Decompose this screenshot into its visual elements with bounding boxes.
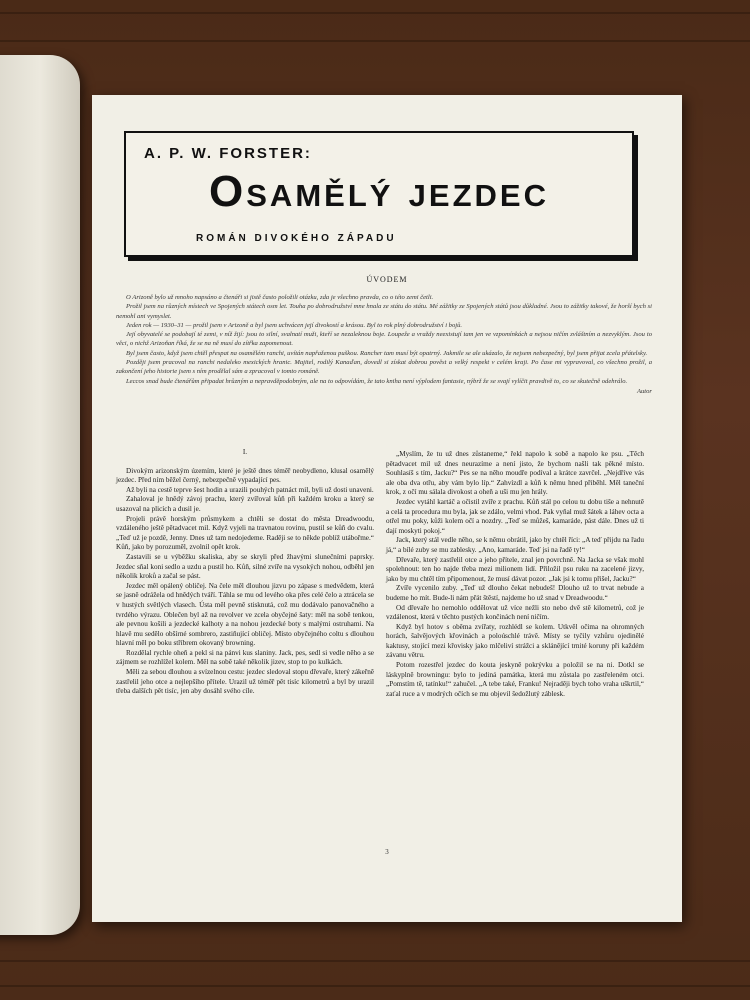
title-box — [124, 131, 634, 257]
body-paragraph: Když byl hotov s oběma zvířaty, rozhlédl se kolem. Utkvěl očima na ohromných horách, šalvějových křovinách a poloúschlé trávě. Místy se tyčily vzhůru ojedinělé kaktusy, stojící mezi křovisky jako mlčeliví strážci a sklánějící trnité koruny při každém závanu větru. — [386, 622, 644, 660]
body-paragraph: „Myslím, že tu už dnes zůstaneme,“ řekl napolo k sobě a napolo ke psu. „Těch pětadvacet mil už dnes neurazíme a není jisto, že bychom našli tak pěkné místo. Souhlasíš s tím, Jacku?“ Pes se na něho moudře podíval a krátce zavrčel. „Nejdříve vás ale oba dva otřu, aby vám bylo líp.“ Zahvízdl a kůň k němu hned přiběhl. Měl taneční krok, z očí mu sálala divokost a oheň a uši mu jen hrály. — [386, 450, 644, 497]
intro-paragraph: Její obyvatelé se podobají té zemi, v níž žijí: jsou to silní, svalnatí muži, kteří se nezaleknou boje. Loupeže a vraždy neexistují tam jen ve vzpomínkách a nejsou ničím zvláštním a nezvyklým. Jsou to věci, o nichž Arizoňan říká, že se na ně musí do zítřka zapomenout. — [116, 331, 652, 348]
body-paragraph: Od dřevaře ho nemohlo oddělovat už více nežli sto nebo dvě stě kilometrů, což je vzdálenost, která v těchto pustých končinách není ničím. — [386, 603, 644, 622]
author-name: A. P. W. FORSTER: — [144, 145, 312, 162]
intro-paragraph: O Arizoně bylo už mnoho napsáno a čtenáři si jistě často položili otázku, zda je všechno pravda, co o této zemi četli. — [126, 294, 434, 301]
right-text-column — [386, 450, 644, 699]
chapter-number: I. — [242, 448, 248, 456]
body-paragraph: Jezdec měl opálený obličej. Na čele měl dlouhou jizvu po zápase s medvědem, která se jasně odrážela od hnědých tváří. Táhla se mu od levého oka přes celé čelo a ztrácela se v hustých světlých vlasech. Ústa měl pevně stisknutá, což mu dodávalo panovačného a tvrdého výrazu. Oblečen byl až na revolver ve zcela obyčejné šaty: měl na sobě tenkou, ale pevnou košili a jezdecké kalhoty a na nohou jezdecké boty s malými ostruhami. Na hlavě mu sedělo obšírné sombrero, zastiňující obličej. Místo obyčejného coltu s dlouhou hlavní měl po boku stříbrem okovaný browning. — [116, 581, 374, 648]
book-page — [92, 95, 682, 922]
body-paragraph: Měli za sebou dlouhou a svízelnou cestu: jezdec sledoval stopu dřevaře, který zákeřně zastřelil jeho otce a nejlepšího přítele. Urazil už téměř pět tisíc kilometrů a byl by urazil třeba dalších pět tisíc, jen aby dosáhl svého cíle. — [116, 668, 374, 696]
intro-paragraph: Prožil jsem na různých místech ve Spojených státech osm let. Touha po dobrodružství mne hnala ze státu do státu. Mé zážitky ze Spojených států jsou důkladné. Jsou to zážitky takové, že horší bych si nemohl ani vymyslet. — [116, 303, 652, 320]
intro-section — [116, 293, 652, 396]
body-paragraph: Potom rozestřel jezdec do kouta jeskyně pokrývku a položil se na ni. Dotkl se láskyplně browningu: bylo to jediná památka, která mu zůstala po zastřeleném otci. „Pomstím tě, tatínku!“ zahučel. „A tebe také, Franku! Nejraději bych toho vraha uškrtil,“ zaťal ruce a v modrých očích se mu objevil šedožlutý záblesk. — [386, 661, 644, 698]
body-paragraph: Zahaloval je hnědý závoj prachu, který zvířoval kůň při každém kroku a který se usazoval na plicích a dusil je. — [116, 495, 374, 513]
intro-paragraph: Později jsem pracoval na ranchi nedaleko mexických hranic. Majitel, rodilý Kanaďan, dovedl si získat dobrou pověst a velký respekt v celém kraji. Po čase mi vypravoval, co všechno prožil, a zakončení jeho historie jsem s ním prodělal sám a zpracoval v tomto románě. — [116, 359, 652, 376]
book-title: Osamělý jezdec — [209, 167, 549, 216]
intro-signature: Autor — [636, 387, 652, 395]
intro-paragraph: Byl jsem často, když jsem chtěl přespat na osamělém ranchi, uvítán napřaženou puškou. Rancher tam musí být opatrný. Jakmile se ale ukázalo, že nejsem nebezpečný, byl jsem přijat zcela přátelsky. — [126, 349, 648, 357]
body-paragraph: Jack, který stál vedle něho, se k němu obrátil, jako by chtěl říci: „A teď přijdu na řadu já,“ a bílé zuby se mu zablesky. „Ano, kamaráde. Teď jsi na řadě ty!“ — [386, 536, 644, 554]
book-subtitle: ROMÁN DIVOKÉHO ZÁPADU — [196, 233, 397, 244]
body-paragraph: Divokým arizonským územím, které je ještě dnes téměř neobydleno, klusal osamělý jezdec. Před ním běžel černý, nebezpečně vypadající pes. — [116, 466, 374, 485]
body-paragraph: Jezdec vytáhl kartáč a očistil zvíře z prachu. Kůň stál po celou tu dobu tiše a nehnutě a celá ta procedura mu byla, jak se zdálo, velmi vhod. Pak vyňal muž šátek a láhev octa a otřel mu poky, kůži kolem očí a nozdry. „Teď se můžeš, kamaráde, pást dále. Dnes už ti dají moskyti pokoj.“ — [386, 497, 644, 535]
body-paragraph: Zastavili se u výběžku skaliska, aby se skryli před žhavými slunečními paprsky. Jezdec sňal koni sedlo a uzdu a pustil ho. Kůň, silné zvíře na vysokých nohou, odběhl jen několik kroků a začal se pást. — [116, 552, 374, 581]
intro-heading: ÚVODEM — [366, 275, 408, 284]
body-paragraph: Projeli právě horským průsmykem a chtěli se dostat do města Dreadwoodu, vzdáleného ještě pětadvacet mil. Když vyjeli na travnatou rovinu, pustil se kůň do cvalu. „Teď už je pozdě, Jenny. Dnes už tam nedojedeme. Raději se to někde poblíž utábořme.“ Kůň, jako by porozuměl, zvolnil opět krok. — [116, 514, 374, 552]
body-paragraph: Dřevaře, který zastřelil otce a jeho přítele, znal jen povrchně. Na Jacka se však mohl spolehnout: ten ho najde třeba mezi milionem lidí. Přiložil psu ruku na zacelené jizvy, jako by mu chtěl tím připomenout, že musí dávat pozor. „Jak jsi k tomu přišel, Jacku?“ — [386, 555, 644, 583]
intro-paragraph: Jeden rok — 1930–31 — prožil jsem v Arizoně a byl jsem uchvácen její divokostí a krásou. Byl to rok plný dobrodružství i bojů. — [126, 321, 463, 329]
facing-page — [0, 55, 80, 935]
intro-paragraph: Leccos snad bude čtenářům připadat hrůzným a nepravděpodobným, ale na to odpovídám, že tato kniha není výplodem fantasie, nýbrž že se svají vylíčit pravdivě to, co se skutečně odehrálo. — [126, 377, 628, 385]
body-paragraph: Rozdělal rychle oheň a pekl si na pánvi kus slaniny. Jack, pes, sedl si vedle něho a se zájmem se rozhlížel kolem. Měl na sobě také několik jizev, stop to po kulkách. — [116, 648, 374, 667]
body-paragraph: Až byli na cestě teprve šest hodin a urazili pouhých patnáct mil, byli už dosti unaveni. — [126, 485, 374, 494]
body-paragraph: Zvíře vycenilo zuby. „Teď už dlouho čekat nebudeš! Dlouho už to trvat nebude a budeme ho mít. Bude-li nám přát štěstí, najdeme ho už snad v Dreadwoodu.“ — [386, 584, 644, 602]
left-text-column — [116, 445, 374, 697]
page-number: 3 — [385, 848, 389, 856]
